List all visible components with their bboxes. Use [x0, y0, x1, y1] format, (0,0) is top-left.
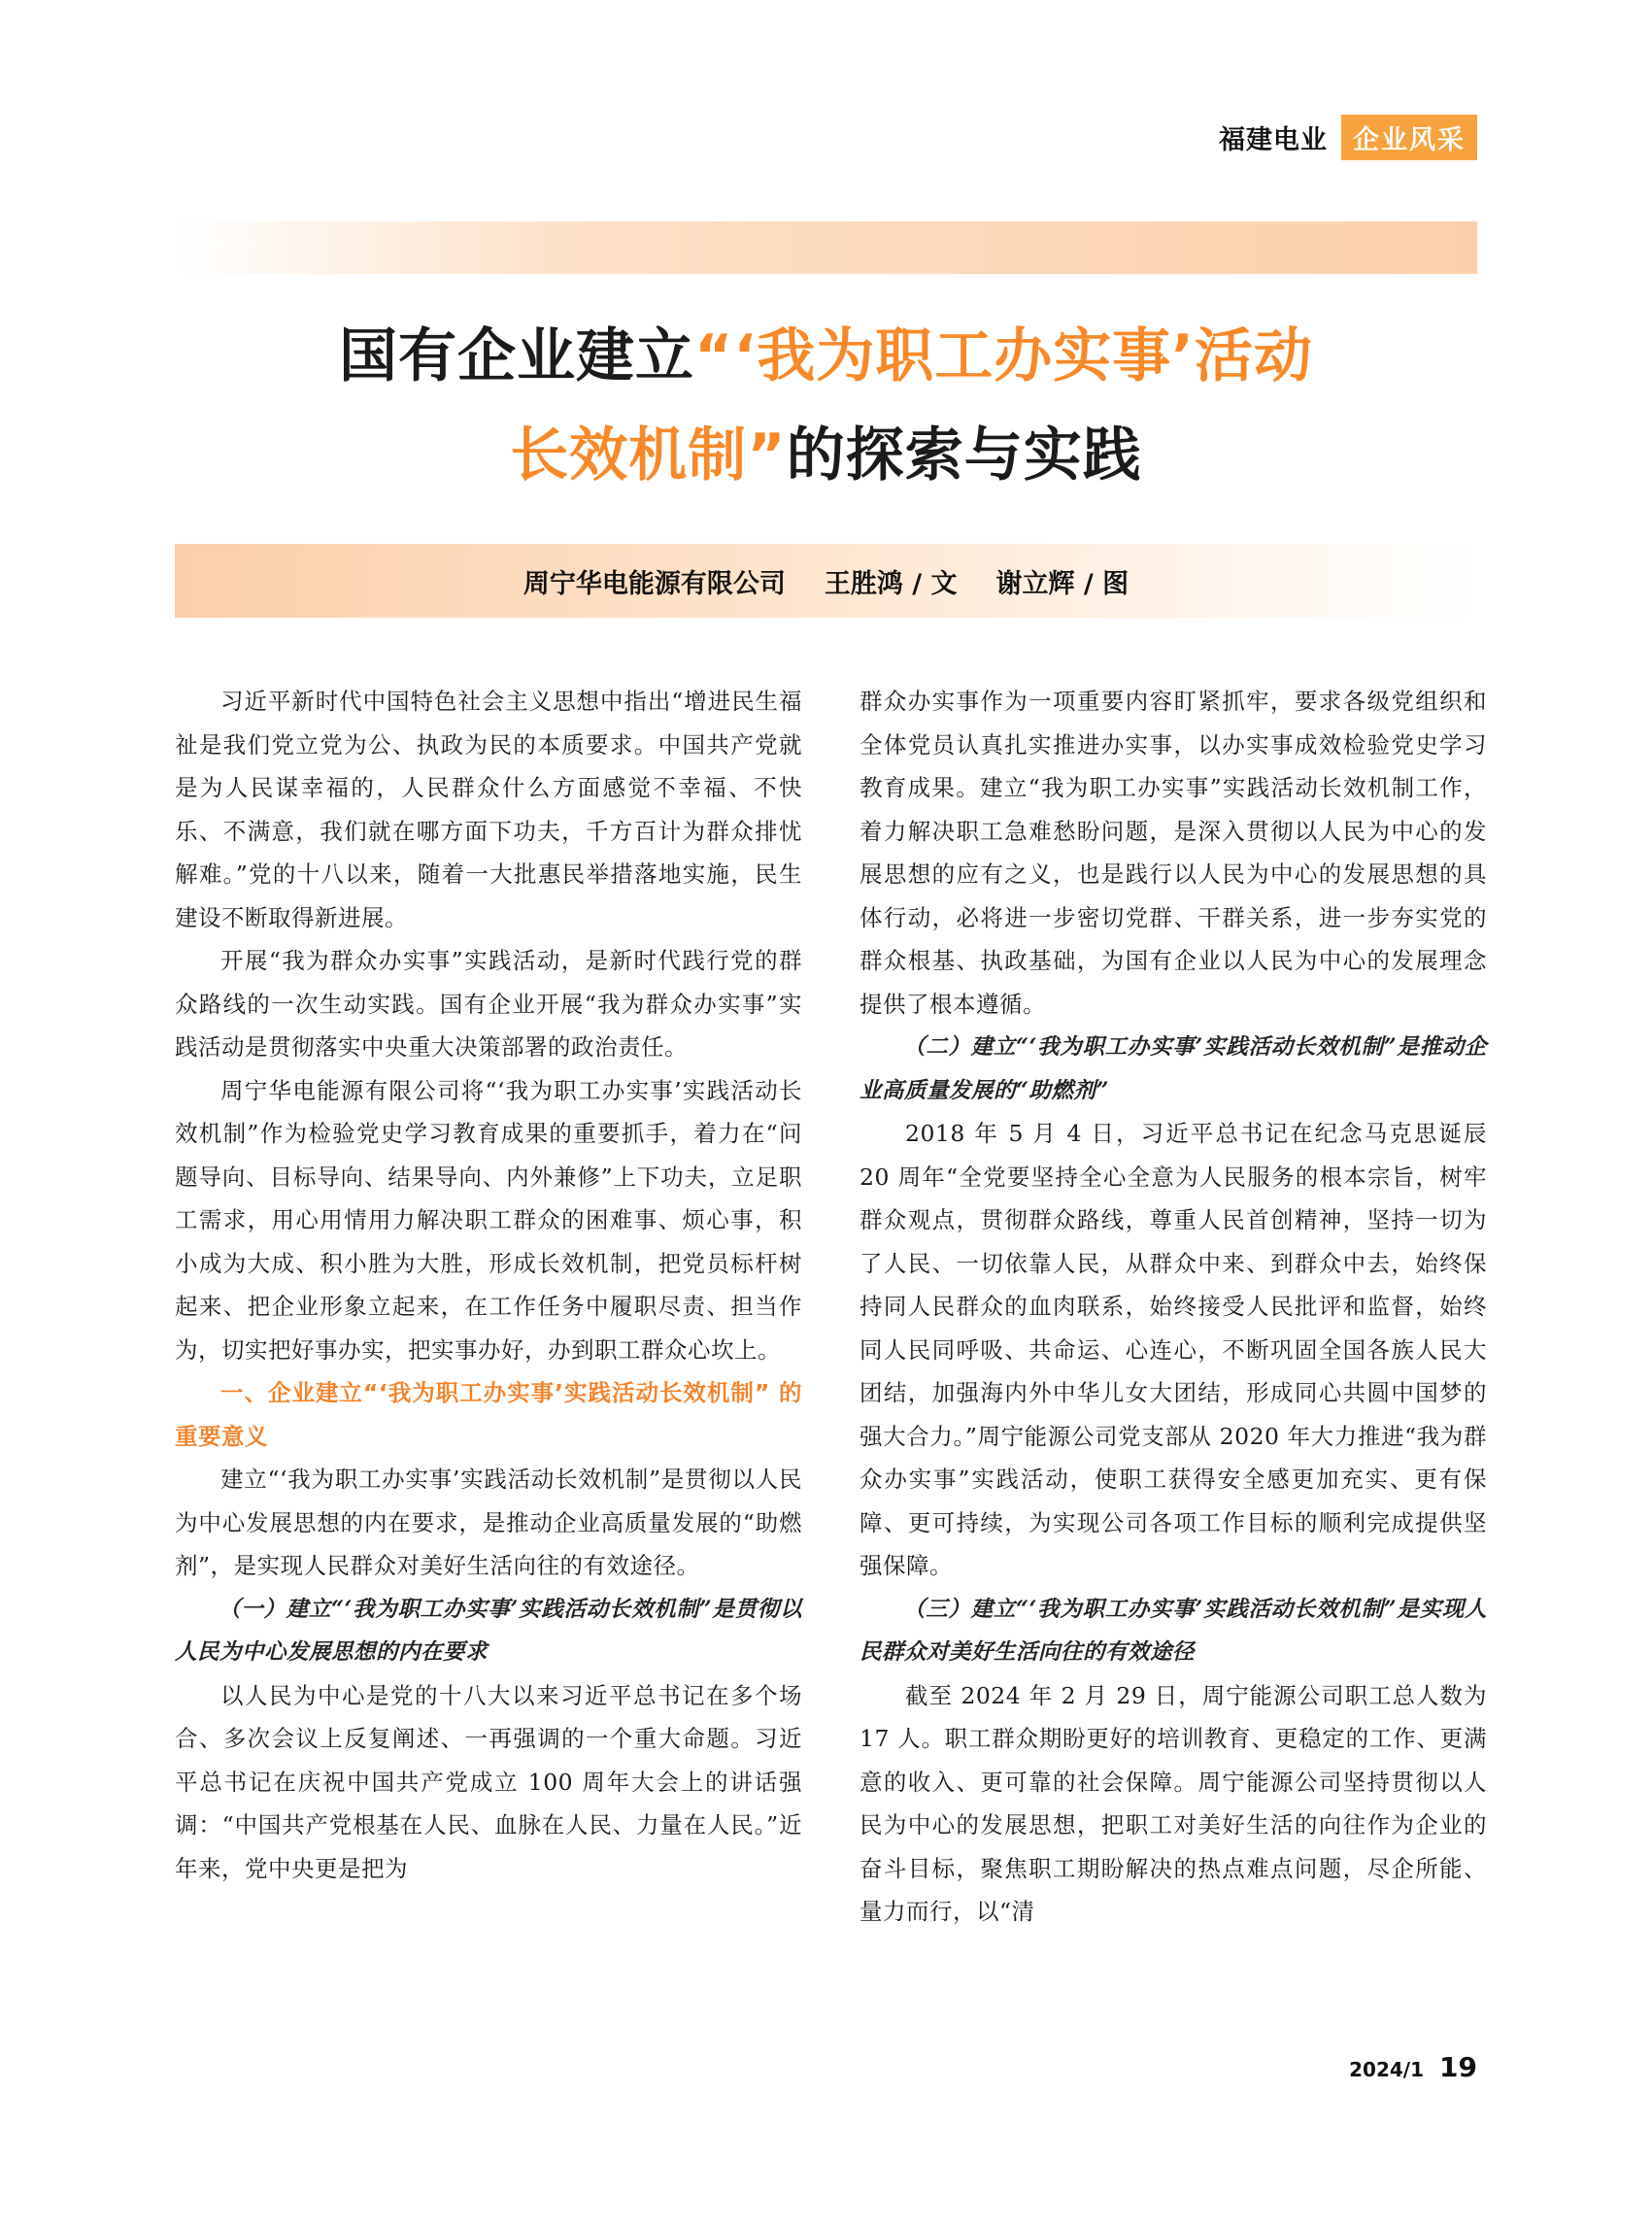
paragraph: 开展“我为群众办实事”实践活动，是新时代践行党的群众路线的一次生动实践。国有企业开展“我为群众办实事”实践活动是贯彻落实中央重大决策部署的政治责任。 — [175, 947, 802, 1061]
subsection-heading: （二）建立“‘我为职工办实事’实践活动长效机制”是推动企业高质量发展的“助燃剂” — [860, 1034, 1487, 1103]
article-title-line-2 — [175, 412, 1477, 499]
paragraph: 群众办实事作为一项重要内容盯紧抓牢，要求各级党组织和全体党员认真扎实推进办实事，以办实事成效检验党史学习教育成果。建立“我为职工办实事”实践活动长效机制工作，着力解决职工急难愁盼问题，是深入贯彻以人民为中心的发展思想的应有之义，也是践行以人民为中心的发展思想的具体行动，必将进一步密切党群、干群关系，进一步夯实党的群众根基、执政基础，为国有企业以人民为中心的发展理念提供了根本遵循。 — [860, 688, 1487, 1018]
paragraph: 习近平新时代中国特色社会主义思想中指出“增进民生福祉是我们党立党为公、执政为民的本质要求。中国共产党就是为人民谋幸福的，人民群众什么方面感觉不幸福、不快乐、不满意，我们就在哪方面下功夫，千方百计为群众排忧解难。”党的十八以来，随着一大批惠民举措落地实施，民生建设不断取得新进展。 — [175, 688, 802, 931]
paragraph: 建立“‘我为职工办实事’实践活动长效机制”是贯彻以人民为中心发展思想的内在要求，是推动企业高质量发展的“助燃剂”，是实现人民群众对美好生活向往的有效途径。 — [175, 1466, 802, 1579]
title-dark-part: 的探索与实践 — [786, 422, 1142, 489]
magazine-name: 福建电业 — [1219, 125, 1328, 155]
decorative-band — [175, 221, 1477, 274]
byline-company: 周宁华电能源有限公司 — [523, 568, 786, 599]
paragraph: 以人民为中心是党的十八大以来习近平总书记在多个场合、多次会议上反复阐述、一再强调的一个重大命题。习近平总书记在庆祝中国共产党成立 100 周年大会上的讲话强调：“中国共产党根基在人民、血脉在人民、力量在人民。”近年来，党中央更是把为 — [175, 1681, 802, 1882]
byline-photographer: 谢立辉 / 图 — [995, 568, 1129, 599]
subsection-heading: （一）建立“‘我为职工办实事’实践活动长效机制”是贯彻以人民为中心发展思想的内在要求 — [175, 1596, 802, 1665]
paragraph: 截至 2024 年 2 月 29 日，周宁能源公司职工总人数为 17 人。职工群众期盼更好的培训教育、更稳定的工作、更满意的收入、更可靠的社会保障。周宁能源公司坚持贯彻以人民为中心的发展思想，把职工对美好生活的向往作为企业的奋斗目标，聚焦职工期盼解决的热点难点问题，尽企所能、量力而行，以“清 — [860, 1681, 1487, 1925]
page-header — [1219, 115, 1477, 160]
article-title-line-1 — [175, 313, 1477, 400]
section-heading: 一、企业建立“‘我为职工办实事’实践活动长效机制” 的重要意义 — [175, 1379, 802, 1450]
left-column — [175, 680, 802, 1890]
paragraph: 周宁华电能源有限公司将“‘我为职工办实事’实践活动长效机制”作为检验党史学习教育成果的重要抓手，着力在“问题导向、目标导向、结果导向、内外兼修”上下功夫，立足职工需求，用心用情用力解决职工群众的困难事、烦心事，积小成为大成、积小胜为大胜，形成长效机制，把党员标杆树起来、把企业形象立起来，在工作任务中履职尽责、担当作为，切实把好事办实，把实事办好，办到职工群众心坎上。 — [175, 1076, 802, 1364]
issue-number: 2024/1 — [1349, 2058, 1425, 2081]
page-footer — [1349, 2051, 1477, 2083]
title-dark-part: 国有企业建立 — [338, 322, 694, 390]
subsection-heading: （三）建立“‘我为职工办实事’实践活动长效机制”是实现人民群众对美好生活向往的有效途径 — [860, 1596, 1487, 1665]
byline — [175, 544, 1477, 618]
title-orange-part: “‘我为职工办实事’活动 — [693, 322, 1314, 390]
byline-author: 王胜鸿 / 文 — [824, 568, 958, 599]
page-number: 19 — [1439, 2051, 1477, 2083]
section-tag: 企业风采 — [1341, 115, 1477, 160]
right-column — [860, 680, 1487, 1934]
title-orange-part: 长效机制” — [510, 422, 787, 489]
paragraph: 2018 年 5 月 4 日，习近平总书记在纪念马克思诞辰 20 周年“全党要坚持全心全意为人民服务的根本宗旨，树牢群众观点，贯彻群众路线，尊重人民首创精神，坚持一切为了人民、一切依靠人民，从群众中来、到群众中去，始终保持同人民群众的血肉联系，始终接受人民批评和监督，始终同人民同呼吸、共命运、心连心，不断巩固全国各族人民大团结，加强海内外中华儿女大团结，形成同心共圆中国梦的强大合力。”周宁能源公司党支部从 2020 年大力推进“我为群众办实事”实践活动，使职工获得安全感更加充实、更有保障、更可持续，为实现公司各项工作目标的顺利完成提供坚强保障。 — [860, 1120, 1487, 1579]
